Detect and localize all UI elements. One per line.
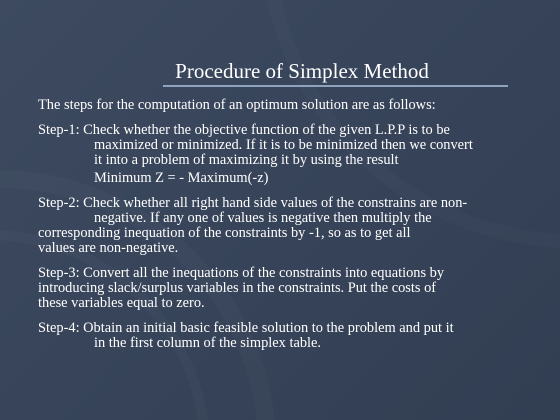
step-4-line: Step-4: Obtain an initial basic feasible solution to the problem and put it: [38, 320, 454, 336]
step-2-line: corresponding inequation of the constraints by -1, so as to get all: [38, 225, 411, 241]
title-underline: [163, 85, 508, 87]
slide-title: Procedure of Simplex Method: [175, 59, 429, 83]
step-1-line: maximized or minimized. If it is to be minimized then we convert: [94, 137, 473, 153]
step-3-line: these variables equal to zero.: [38, 295, 205, 311]
step-3: [38, 266, 510, 311]
step-2-line: negative. If any one of values is negative then multiply the: [94, 210, 432, 226]
step-3-line: introducing slack/surplus variables in the constraints. Put the costs of: [38, 280, 437, 296]
step-3-line: Step-3: Convert all the inequations of the constraints into equations by: [38, 265, 445, 281]
slide-body: [38, 98, 510, 361]
step-1-line: Step-1: Check whether the objective function of the given L.P.P is to be: [38, 122, 450, 138]
step-4: [38, 321, 510, 351]
step-1-formula: Minimum Z = - Maximum(-z): [94, 170, 269, 186]
step-1: [38, 123, 510, 186]
step-2: [38, 196, 510, 256]
step-1-line: it into a problem of maximizing it by using the result: [94, 152, 399, 168]
step-2-line: values are non-negative.: [38, 240, 179, 256]
step-4-line: in the first column of the simplex table.: [94, 335, 322, 351]
step-2-line: Step-2: Check whether all right hand side values of the constrains are non-: [38, 195, 468, 211]
intro-text: The steps for the computation of an optimum solution are as follows:: [38, 97, 436, 113]
